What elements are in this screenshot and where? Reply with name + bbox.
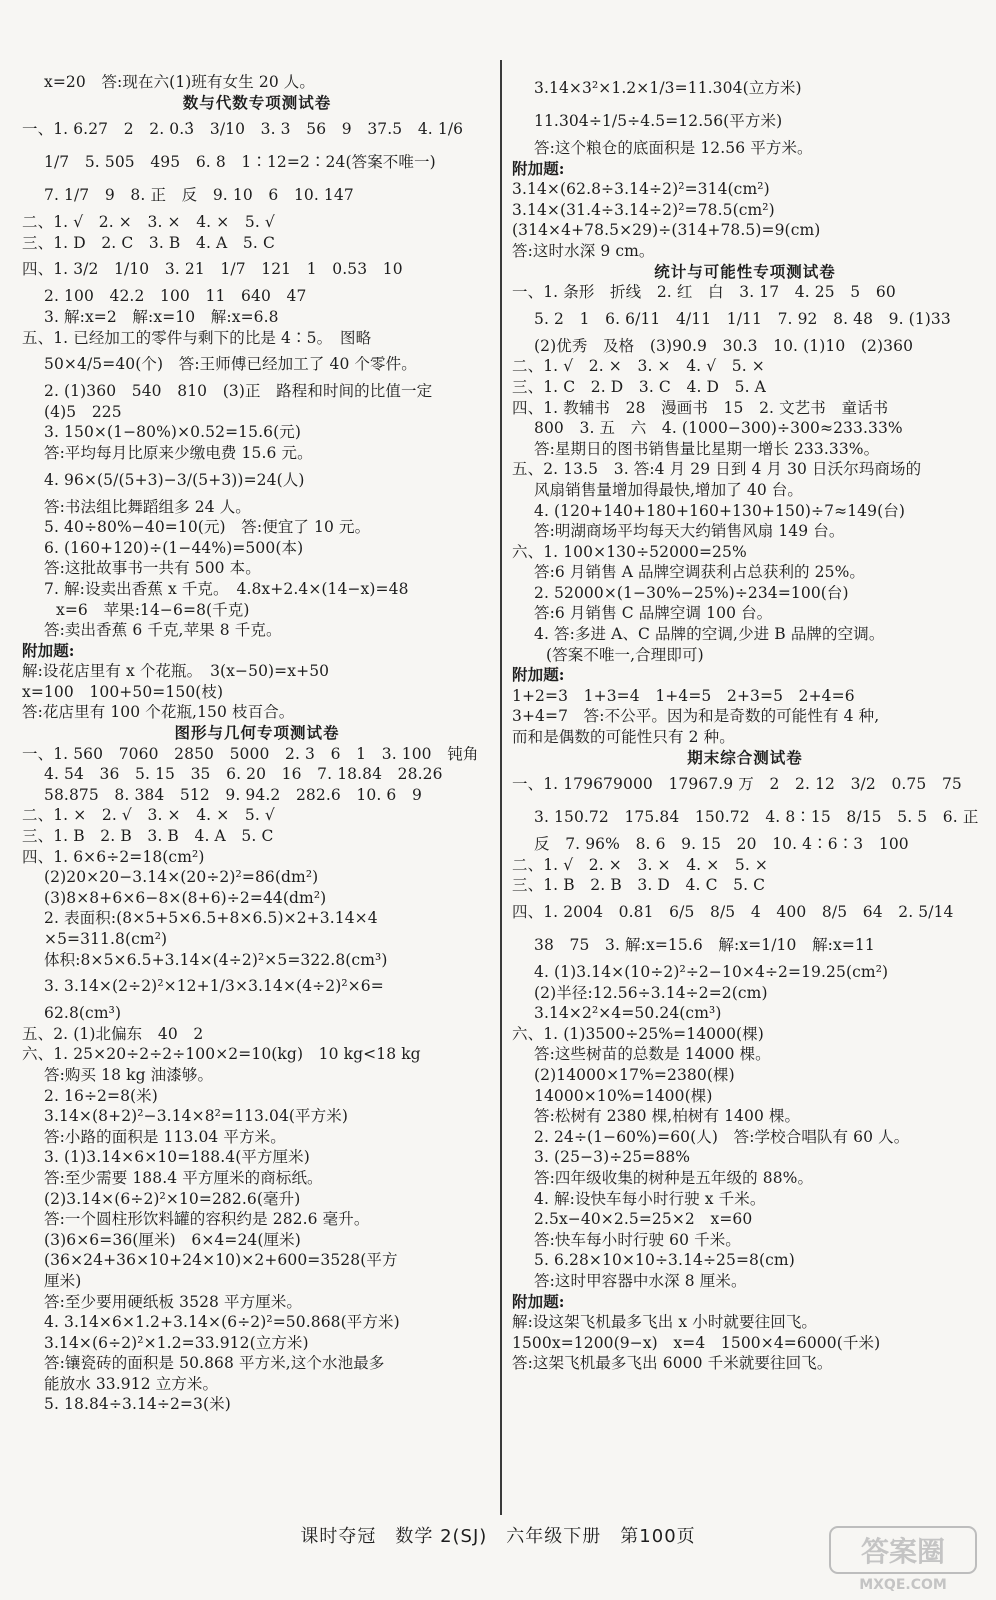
svg-text:MXQE.COM: MXQE.COM xyxy=(859,1577,947,1593)
right-answer-line: 11.304÷1/5÷4.5=12.56(平方米) xyxy=(534,112,783,130)
right-answer-line: 4. (120+140+180+160+130+150)÷7≈149(台) xyxy=(534,501,905,520)
right-answer-line: 答:松树有 2380 棵,柏树有 1400 棵。 xyxy=(534,1107,801,1126)
right-answer-line: 六、1. 100×130÷52000=25% xyxy=(512,542,747,561)
right-column xyxy=(512,72,978,1374)
left-answer-line: 2. 表面积:(8×5+5×6.5+8×6.5)×2+3.14×4 xyxy=(44,909,378,928)
left-answer-line: 答:镶瓷砖的面积是 50.868 平方米,这个水池最多 xyxy=(44,1354,385,1373)
left-answer-line: 六、1. 25×20÷2÷2÷100×2=10(kg) 10 kg<18 kg xyxy=(22,1045,421,1064)
section-title: 数与代数专项测试卷 xyxy=(182,93,332,112)
right-answer-line: 答:四年级收集的树种是五年级的 88%。 xyxy=(534,1168,814,1187)
section-title: 图形与几何专项测试卷 xyxy=(174,724,340,743)
right-answer-line: 3. (25−3)÷25=88% xyxy=(534,1148,691,1167)
left-answer-line: 1/7 5. 505 495 6. 8 1∶12=2∶24(答案不唯一) xyxy=(44,153,436,172)
left-answer-line: 答:至少要用硬纸板 3528 平方厘米。 xyxy=(44,1292,303,1311)
left-answer-line: (36×24+36×10+24×10)×2+600=3528(平方 xyxy=(44,1251,398,1270)
page-footer: 课时夺冠 数学 2(SJ) 六年级下册 第100页 xyxy=(300,1526,696,1547)
left-answer-line: (4)5 225 xyxy=(44,402,122,421)
right-answer-line: 三、1. C 2. D 3. C 4. D 5. A xyxy=(512,377,766,396)
right-answer-line: 答:星期日的图书销售量比星期一增长 233.33%。 xyxy=(534,439,880,458)
left-answer-line: 3. (1)3.14×6×10=188.4(平方厘米) xyxy=(44,1148,310,1167)
right-answer-line: 5. 2 1 6. 6/11 4/11 1/11 7. 92 8. 48 9. (1)33 xyxy=(534,309,951,328)
right-answer-line: 而和是偶数的可能性只有 2 种。 xyxy=(512,728,735,747)
right-answer-line: 答:6 月销售 A 品牌空调获利占总获利的 25%。 xyxy=(534,563,866,582)
left-answer-line: 答:花店里有 100 个花瓶,150 枝百合。 xyxy=(22,703,295,722)
right-answer-line: 答:快车每小时行驶 60 千米。 xyxy=(534,1230,741,1249)
right-answer-line: 38 75 3. 解:x=15.6 解:x=1/10 解:x=11 xyxy=(534,936,875,954)
left-answer-line: 答:这批故事书一共有 500 本。 xyxy=(44,559,261,578)
left-answer-line: 4. 3.14×6×1.2+3.14×(6÷2)²=50.868(平方米) xyxy=(44,1313,400,1332)
left-answer-line: 5. 18.84÷3.14÷2=3(米) xyxy=(44,1395,231,1414)
right-answer-line: 4. 解:设快车每小时行驶 x 千米。 xyxy=(534,1189,766,1208)
left-answer-line: 答:小路的面积是 113.04 平方米。 xyxy=(44,1127,286,1146)
left-answer-line: 体积:8×5×6.5+3.14×(4÷2)²×5=322.8(cm³) xyxy=(44,950,388,969)
right-answer-line: 1+2=3 1+3=4 1+4=5 2+3=5 2+4=6 xyxy=(512,686,855,705)
right-answer-line: 2. 24÷(1−60%)=60(人) 答:学校合唱队有 60 人。 xyxy=(534,1127,910,1146)
left-answer-line: 6. (160+120)÷(1−44%)=500(本) xyxy=(44,538,304,557)
left-answer-line: 厘米) xyxy=(44,1271,82,1290)
right-answer-line: 答:这些树苗的总数是 14000 棵。 xyxy=(534,1045,771,1064)
right-answer-line: 2. 52000×(1−30%−25%)÷234=100(台) xyxy=(534,583,849,602)
right-answer-line: 四、1. 教辅书 28 漫画书 15 2. 文艺书 童话书 xyxy=(512,398,889,417)
right-answer-line: 一、1. 179679000 17967.9 万 2 2. 12 3/2 0.75 75 xyxy=(512,775,962,794)
right-answer-line: 800 3. 五 六 4. (1000−300)÷300≈233.33% xyxy=(534,419,903,438)
left-answer-line: 58.875 8. 384 512 9. 94.2 282.6 10. 6 9 xyxy=(44,785,422,804)
right-answer-line: 答:这时水深 9 cm。 xyxy=(512,241,655,260)
right-answer-line: 五、2. 13.5 3. 答:4 月 29 日到 4 月 30 日沃尔玛商场的 xyxy=(512,460,922,479)
left-answer-line: (3)6×6=36(厘米) 6×4=24(厘米) xyxy=(44,1230,301,1249)
right-answer-line: 风扇销售量增加得最快,增加了 40 台。 xyxy=(534,480,804,499)
right-answer-line: 5. 6.28×10×10÷3.14÷25=8(cm) xyxy=(534,1251,795,1270)
left-answer-line: x=6 苹果:14−6=8(千克) xyxy=(56,600,250,619)
left-answer-line: 5. 40÷80%−40=10(元) 答:便宜了 10 元。 xyxy=(44,518,371,537)
right-answer-line: 解:设这架飞机最多飞出 x 小时就要往回飞。 xyxy=(512,1313,818,1332)
left-answer-line: 3. 3.14×(2÷2)²×12+1/3×3.14×(4÷2)²×6= xyxy=(44,977,384,996)
left-answer-line: 三、1. B 2. B 3. B 4. A 5. C xyxy=(22,827,274,846)
left-answer-line: 四、1. 3/2 1/10 3. 21 1/7 121 1 0.53 10 xyxy=(22,260,403,279)
left-answer-line: 7. 解:设卖出香蕉 x 千克。 4.8x+2.4×(14−x)=48 xyxy=(44,579,409,598)
left-answer-line: 2. 16÷2=8(米) xyxy=(44,1086,158,1105)
right-answer-line: 四、1. 2004 0.81 6/5 8/5 4 400 8/5 64 2. 5/14 xyxy=(512,903,954,921)
right-answer-line: 答:这个粮仓的底面积是 12.56 平方米。 xyxy=(534,139,813,157)
left-answer-line: 二、1. √ 2. × 3. × 4. × 5. √ xyxy=(22,213,275,232)
left-answer-line: 二、1. × 2. √ 3. × 4. × 5. √ xyxy=(22,806,275,825)
left-answer-line: (2)3.14×(6÷2)²×10=282.6(毫升) xyxy=(44,1189,301,1208)
right-answer-line: 4. 答:多进 A、C 品牌的空调,少进 B 品牌的空调。 xyxy=(534,625,885,644)
left-answer-line: 答:书法组比舞蹈组多 24 人。 xyxy=(44,497,251,516)
right-answer-line: (2)半径:12.56÷3.14÷2=2(cm) xyxy=(534,983,768,1002)
right-answer-line: 六、1. (1)3500÷25%=14000(棵) xyxy=(512,1024,764,1043)
left-answer-line: 4. 54 36 5. 15 35 6. 20 16 7. 18.84 28.26 xyxy=(44,765,443,784)
left-answer-line: 一、1. 560 7060 2850 5000 2. 3 6 1 3. 100 钝角 xyxy=(22,744,479,763)
left-answer-line: 答:购买 18 kg 油漆够。 xyxy=(44,1065,214,1084)
left-answer-line: 答:至少需要 188.4 平方厘米的商标纸。 xyxy=(44,1168,323,1187)
right-answer-line: 附加题: xyxy=(512,1291,565,1311)
right-answer-line: 附加题: xyxy=(512,665,565,685)
right-answer-line: 3.14×2²×4=50.24(cm³) xyxy=(534,1004,722,1023)
right-answer-line: (2)优秀 及格 (3)90.9 30.3 10. (1)10 (2)360 xyxy=(534,336,914,355)
left-answer-line: 答:平均每月比原来少缴电费 15.6 元。 xyxy=(44,443,313,462)
right-answer-line: 三、1. B 2. B 3. D 4. C 5. C xyxy=(512,876,766,895)
right-answer-line: 二、1. √ 2. × 3. × 4. × 5. × xyxy=(512,855,769,874)
left-answer-line: (3)8×8+6×6−8×(8+6)÷2=44(dm²) xyxy=(44,888,327,907)
right-answer-line: 反 7. 96% 8. 6 9. 15 20 10. 4∶6∶3 100 xyxy=(534,835,909,854)
left-answer-line: x=100 100+50=150(枝) xyxy=(22,682,224,701)
left-answer-line: 五、2. (1)北偏东 40 2 xyxy=(22,1024,204,1043)
right-answer-line: 二、1. √ 2. × 3. × 4. √ 5. × xyxy=(512,357,765,376)
right-answer-line: 3+4=7 答:不公平。因为和是奇数的可能性有 4 种, xyxy=(512,707,880,726)
right-answer-line: 答:这时甲容器中水深 8 厘米。 xyxy=(534,1271,747,1290)
right-answer-line: 答:明湖商场平均每天大约销售风扇 149 台。 xyxy=(534,522,845,541)
right-answer-line: 3. 150.72 175.84 150.72 4. 8∶15 8/15 5. 5 6. 正 xyxy=(534,808,978,827)
section-title: 统计与可能性专项测试卷 xyxy=(654,262,836,281)
right-answer-line: 一、1. 条形 折线 2. 红 白 3. 17 4. 25 5 60 xyxy=(512,283,896,302)
right-answer-line: 答:6 月销售 C 品牌空调 100 台。 xyxy=(534,604,773,623)
left-answer-line: 附加题: xyxy=(22,640,75,660)
left-answer-line: 一、1. 6.27 2 2. 0.3̇ 3/10 3. 3 56 9 37.5 4. 1/6 xyxy=(22,120,464,139)
svg-text:答案圈: 答案圈 xyxy=(860,1535,946,1568)
left-answer-line: 四、1. 6×6÷2=18(cm²) xyxy=(22,847,205,866)
left-answer-line: 3. 150×(1−80%)×0.52=15.6(元) xyxy=(44,423,301,442)
left-answer-line: 4. 96×(5/(5+3)−3/(5+3))=24(人) xyxy=(44,470,305,489)
left-answer-line: 能放水 33.912 立方米。 xyxy=(44,1374,219,1393)
right-answer-line: 14000×10%=1400(棵) xyxy=(534,1086,713,1105)
left-answer-line: 3.14×(8+2)²−3.14×8²=113.04(平方米) xyxy=(44,1107,348,1126)
left-answer-line: 三、1. D 2. C 3. B 4. A 5. C xyxy=(22,233,275,252)
left-answer-line: 62.8(cm³) xyxy=(44,1004,122,1023)
right-answer-line: 3.14×3²×1.2×1/3=11.304(立方米) xyxy=(534,79,802,97)
right-answer-line: 4. (1)3.14×(10÷2)²÷2−10×4÷2=19.25(cm²) xyxy=(534,963,889,981)
left-answer-line: 2. (1)360 540 810 (3)正 路程和时间的比值一定 xyxy=(44,382,433,401)
left-answer-line: 3. 解:x=2 解:x=10 解:x=6.8 xyxy=(44,307,279,326)
section-title: 期末综合测试卷 xyxy=(687,748,803,767)
left-answer-line: 解:设花店里有 x 个花瓶。 3(x−50)=x+50 xyxy=(22,662,330,681)
right-answer-line: 答:这架飞机最多飞出 6000 千米就要往回飞。 xyxy=(512,1354,833,1373)
right-answer-line: 2.5x−40×2.5=25×2 x=60 xyxy=(534,1210,753,1229)
site-watermark-logo xyxy=(828,1525,978,1593)
right-answer-line: (314×4+78.5×29)÷(314+78.5)=9(cm) xyxy=(512,221,821,240)
left-answer-line: (2)20×20−3.14×(20÷2)²=86(dm²) xyxy=(44,868,319,887)
left-answer-line: 7. 1/7 9 8. 正 反 9. 10 6 10. 147 xyxy=(44,186,354,205)
left-answer-line: 答:卖出香蕉 6 千克,苹果 8 千克。 xyxy=(44,621,282,640)
right-answer-line: 1500x=1200(9−x) x=4 1500×4=6000(千米) xyxy=(512,1333,881,1352)
left-answer-line: x=20 答:现在六(1)班有女生 20 人。 xyxy=(44,73,316,91)
left-answer-line: 五、1. 已经加工的零件与剩下的比是 4∶5。 图略 xyxy=(22,328,372,347)
left-answer-line: 50×4/5=40(个) 答:王师傅已经加工了 40 个零件。 xyxy=(44,355,417,374)
right-answer-line: 附加题: xyxy=(512,158,565,178)
left-answer-line: ×5=311.8(cm²) xyxy=(44,930,168,948)
right-answer-line: (答案不唯一,合理即可) xyxy=(546,645,704,664)
column-divider xyxy=(500,60,502,1515)
left-answer-line: 3.14×(6÷2)²×1.2=33.912(立方米) xyxy=(44,1333,309,1352)
right-answer-line: 3.14×(62.8÷3.14÷2)²=314(cm²) xyxy=(512,180,770,199)
left-answer-line: 2. 100 42.2 100 11 640 47 xyxy=(44,287,307,306)
left-answer-line: 答:一个圆柱形饮料罐的容积约是 282.6 毫升。 xyxy=(44,1210,370,1229)
right-answer-line: (2)14000×17%=2380(棵) xyxy=(534,1065,735,1084)
right-answer-line: 3.14×(31.4÷3.14÷2)²=78.5(cm²) xyxy=(512,200,775,219)
left-column xyxy=(22,72,492,1415)
